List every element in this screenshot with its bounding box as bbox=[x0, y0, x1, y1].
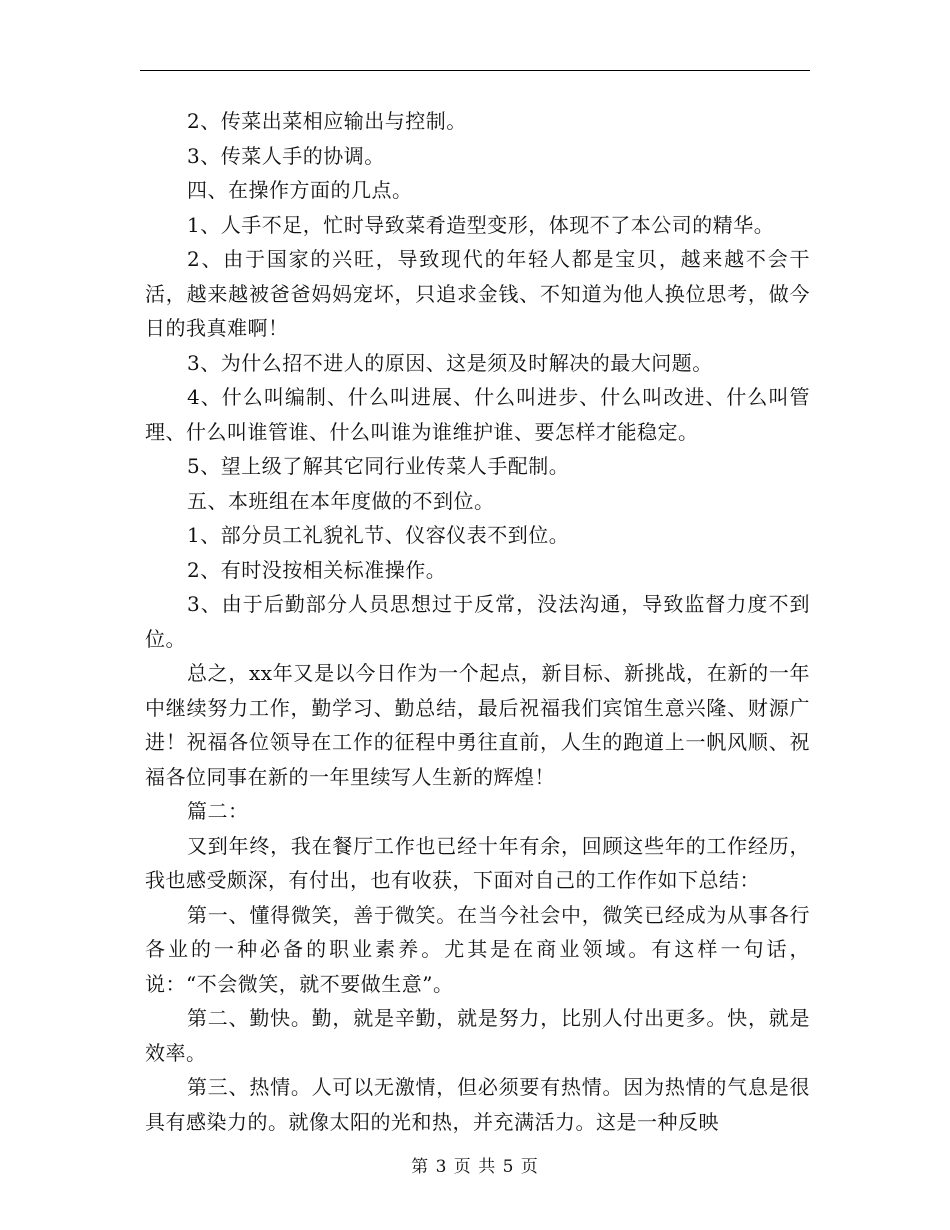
page-number: 3 bbox=[435, 1157, 448, 1177]
paragraph: 4、什么叫编制、什么叫进展、什么叫进步、什么叫改进、什么叫管理、什么叫谁管谁、什么叫谁为谁维护谁、要怎样才能稳定。 bbox=[145, 385, 810, 444]
page-footer bbox=[0, 1152, 950, 1177]
footer-prefix: 第 bbox=[411, 1157, 430, 1177]
header-rule bbox=[140, 70, 810, 71]
paragraph: 2、由于国家的兴旺，导致现代的年轻人都是宝贝，越来越不会干活，越来越被爸爸妈妈宠坏，只追求金钱、不知道为他人换位思考，做今日的我真难啊！ bbox=[145, 247, 810, 340]
paragraph: 5、望上级了解其它同行业传菜人手配制。 bbox=[187, 454, 570, 478]
page-total: 5 bbox=[502, 1157, 515, 1177]
body-text bbox=[145, 104, 810, 1139]
paragraph: 总之，xx年又是以今日作为一个起点，新目标、新挑战，在新的一年中继续努力工作，勤学习、勤总结，最后祝福我们宾馆生意兴隆、财源广进！祝福各位领导在工作的征程中勇往直前，人生的跑道上一帆风顺、祝福各位同事在新的一年里续写人生新的辉煌！ bbox=[145, 661, 810, 789]
paragraph: 3、由于后勤部分人员思想过于反常，没法沟通，导致监督力度不到位。 bbox=[145, 592, 810, 651]
paragraph: 1、人手不足，忙时导致菜肴造型变形，体现不了本公司的精华。 bbox=[187, 212, 775, 237]
footer-middle: 页 共 bbox=[453, 1157, 497, 1177]
section-heading: 五、本班组在本年度做的不到位。 bbox=[187, 488, 495, 513]
paragraph: 3、传菜人手的协调。 bbox=[187, 143, 385, 168]
paragraph: 2、有时没按相关标准操作。 bbox=[187, 557, 447, 582]
paragraph: 又到年终，我在餐厅工作也已经十年有余，回顾这些年的工作经历，我也感受颇深，有付出，也有收获，下面对自己的工作作如下总结： bbox=[145, 833, 810, 892]
footer-suffix: 页 bbox=[520, 1157, 539, 1177]
section-heading: 篇二： bbox=[187, 799, 249, 823]
paragraph: 第二、勤快。勤，就是辛勤，就是努力，比别人付出更多。快，就是效率。 bbox=[145, 1006, 810, 1065]
paragraph: 2、传菜出菜相应输出与控制。 bbox=[187, 109, 467, 133]
paragraph: 3、为什么招不进人的原因、这是须及时解决的最大问题。 bbox=[187, 350, 713, 375]
paragraph: 1、部分员工礼貌礼节、仪容仪表不到位。 bbox=[187, 523, 570, 547]
section-heading: 四、在操作方面的几点。 bbox=[187, 178, 413, 202]
paragraph: 第一、懂得微笑，善于微笑。在当今社会中，微笑已经成为从事各行各业的一种必备的职业素养。尤其是在商业领域。有这样一句话，说：“不会微笑，就不要做生意”。 bbox=[145, 902, 810, 996]
paragraph: 第三、热情。人可以无激情，但必须要有热情。因为热情的气息是很具有感染力的。就像太阳的光和热，并充满活力。这是一种反映 bbox=[145, 1075, 810, 1134]
